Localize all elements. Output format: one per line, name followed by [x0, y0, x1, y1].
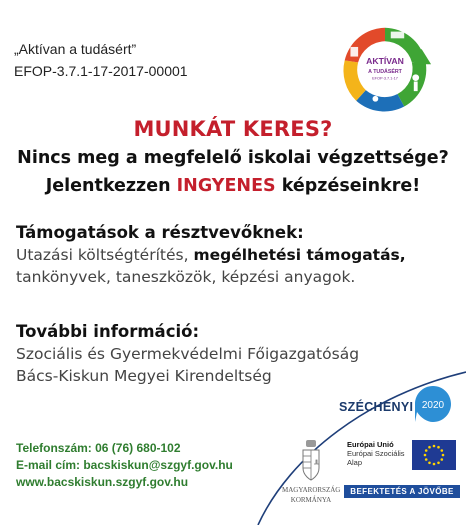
headline-cta [0, 174, 466, 198]
support-line1-pre: Utazási költségtérítés, [16, 246, 194, 264]
support-line1-bold: megélhetési támogatás, [193, 246, 406, 264]
government-line2: KORMÁNYA [290, 496, 332, 504]
aktivan-logo [337, 22, 433, 118]
szechenyi-pin-icon [413, 384, 453, 424]
project-name: „Aktívan a tudásért” [14, 41, 137, 57]
support-section [16, 222, 406, 288]
eu-text [347, 440, 405, 467]
support-line2: tankönyvek, taneszközök, képzési anyagok. [16, 268, 356, 286]
eu-logo [344, 438, 462, 516]
szechenyi-label: SZÉCHENYI [339, 400, 414, 414]
logo-line1: AKTÍVAN [366, 56, 404, 67]
cta-pre: Jelentkezzen [45, 176, 177, 196]
logo-line2: A TUDÁSÉRT [368, 68, 402, 75]
eu-banner: BEFEKTETÉS A JÖVŐBE [344, 485, 460, 498]
cta-post: képzéseinkre! [275, 176, 421, 196]
contact-phone: Telefonszám: 06 (76) 680-102 [16, 441, 181, 455]
hungarian-crest-icon [297, 438, 325, 484]
eu-flag-icon [412, 440, 456, 470]
contact-email: E-mail cím: bacskiskun@szgyf.gov.hu [16, 458, 233, 472]
support-title: Támogatások a résztvevőknek: [16, 223, 304, 242]
eu-line1: Európai Unió [347, 440, 394, 449]
headline-title: MUNKÁT KERES? [133, 117, 333, 141]
contact-block [16, 440, 233, 491]
logo-line3: EFOP-3.7.1-17 [372, 76, 398, 81]
support-line1 [16, 244, 406, 266]
eu-line2: Európai Szociális [347, 449, 405, 458]
headline [0, 116, 466, 198]
project-code: EFOP-3.7.1-17-2017-00001 [14, 63, 188, 79]
eu-line3: Alap [347, 458, 363, 467]
cta-accent: INGYENES [176, 176, 276, 196]
government-logo [282, 438, 340, 504]
headline-question: Nincs meg a megfelelő iskolai végzettsége? [17, 148, 449, 168]
info-line1: Szociális és Gyermekvédelmi Főigazgatóság [16, 345, 360, 363]
government-line1: MAGYARORSZÁG [282, 486, 341, 494]
contact-web: www.bacskiskun.szgyf.gov.hu [16, 475, 189, 489]
szechenyi-year: 2020 [421, 400, 445, 411]
info-section [16, 321, 359, 387]
project-info [14, 38, 188, 82]
info-line2: Bács-Kiskun Megyei Kirendeltség [16, 367, 272, 385]
info-title: További információ: [16, 322, 200, 341]
